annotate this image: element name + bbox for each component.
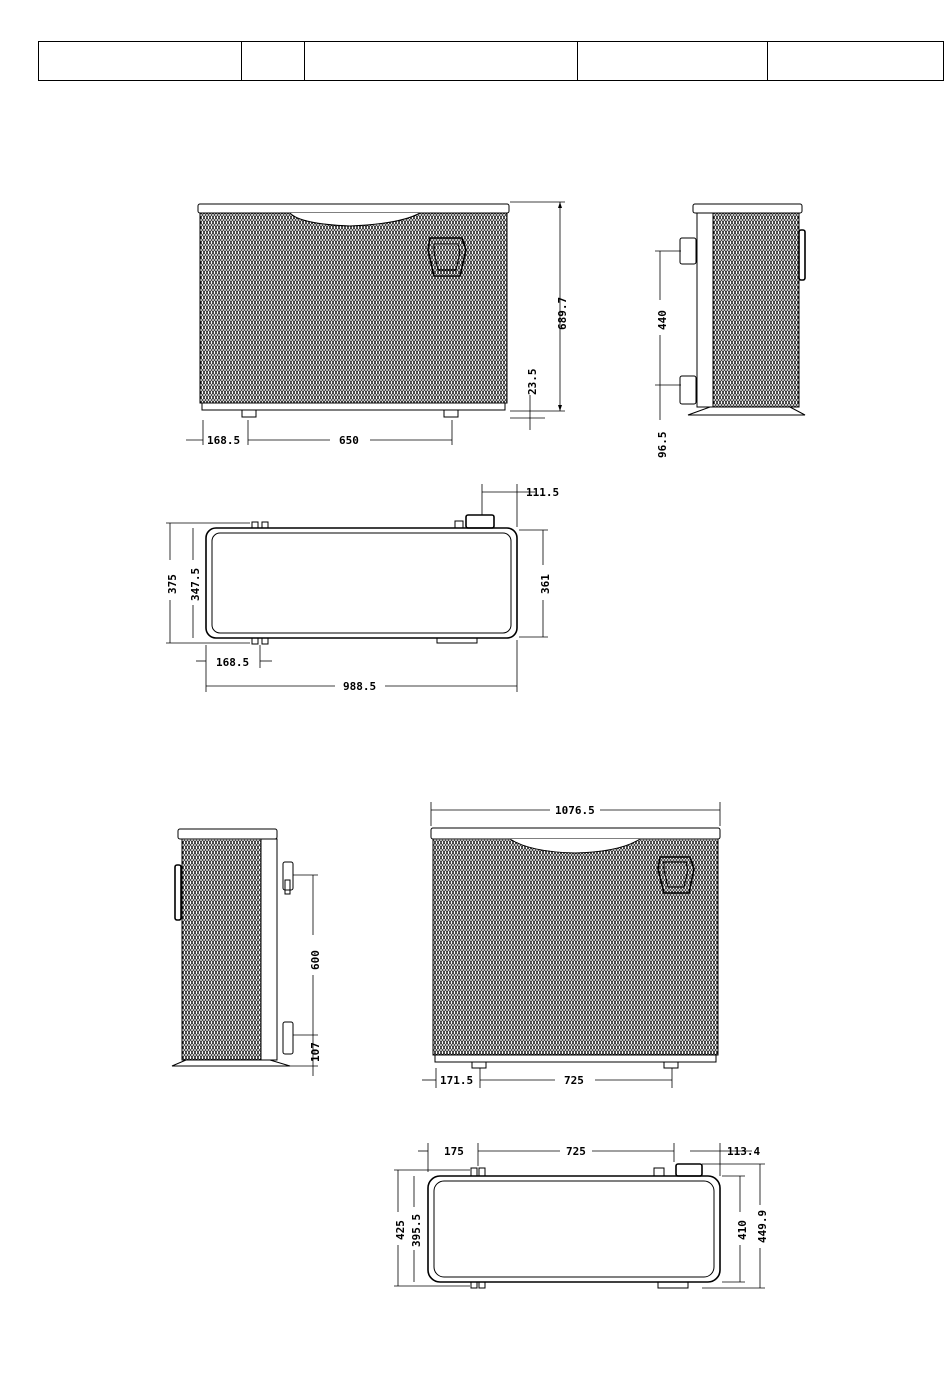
dim-outer-depth-label-large: 425 — [394, 1220, 407, 1240]
dim-pipe-offset-label-large: 107 — [309, 1042, 322, 1062]
dim-total-width-label: 988.5 — [343, 680, 377, 693]
side-view-large — [172, 829, 322, 1076]
dim-left-offset-label-top: 168.5 — [216, 656, 250, 669]
dim-total-width-label-large: 1076.5 — [555, 804, 595, 817]
dim-inner-depth-label: 347.5 — [189, 567, 202, 601]
dim-height-label: 689.7 — [556, 296, 569, 330]
dim-right-outer-label-large: 449.9 — [756, 1209, 769, 1243]
dim-pipe-span-label: 440 — [656, 310, 669, 330]
dim-left-offset-label: 168.5 — [207, 434, 241, 447]
dim-pipe-span-label-large: 600 — [309, 950, 322, 970]
dim-left-offset-label-large: 171.5 — [440, 1074, 474, 1087]
dim-pipe-offset-label: 96.5 — [656, 431, 669, 458]
dim-inner-depth-label-large: 395.5 — [410, 1213, 423, 1247]
top-view-small — [166, 484, 559, 693]
dim-right-inner-label-large: 410 — [736, 1220, 749, 1240]
dim-span-label-top-large: 725 — [566, 1145, 586, 1158]
dim-feet-span-label: 650 — [339, 434, 359, 447]
top-view-large — [394, 1143, 769, 1288]
dim-feet-span-label-large: 725 — [564, 1074, 584, 1087]
dim-right-depth-label: 361 — [539, 574, 552, 594]
dim-left-offset-label-top-large: 175 — [444, 1145, 464, 1158]
side-view-small — [655, 204, 805, 458]
dim-outer-depth-label: 375 — [166, 574, 179, 594]
front-view-large — [422, 802, 720, 1088]
dim-right-offset-label-top-large: 113.4 — [727, 1145, 761, 1158]
front-view-small — [186, 202, 569, 447]
dim-right-offset-label: 111.5 — [526, 486, 560, 499]
dim-base-label: 23.5 — [526, 368, 539, 395]
